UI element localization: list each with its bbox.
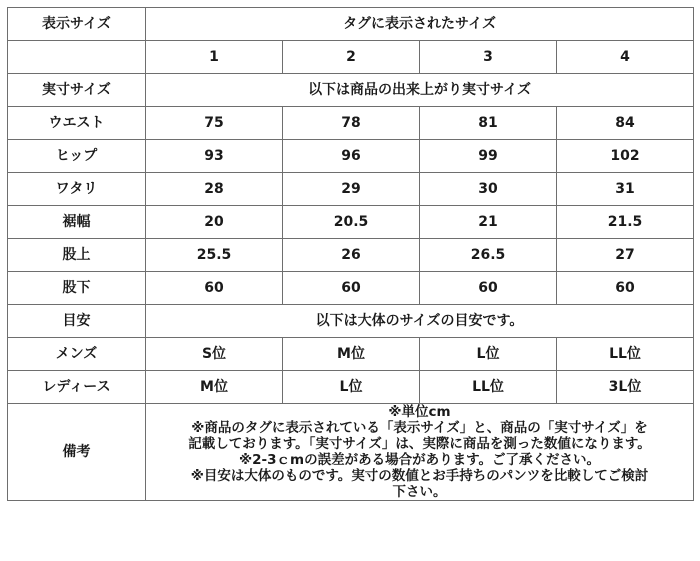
display-size-row <box>8 8 694 41</box>
guide-label: 目安 <box>8 305 146 338</box>
measurement-row-hip <box>8 140 694 173</box>
measurement-name: ウエスト <box>8 107 146 140</box>
measurement-value: 96 <box>283 140 420 173</box>
notes-label: 備考 <box>8 404 146 501</box>
measurement-value: 26.5 <box>420 239 557 272</box>
measurement-value: 75 <box>146 107 283 140</box>
measurement-name: 股上 <box>8 239 146 272</box>
measurement-name: ヒップ <box>8 140 146 173</box>
measurement-value: 28 <box>146 173 283 206</box>
measurement-value: 60 <box>283 272 420 305</box>
note-line: 記載しております。「実寸サイズ」は、実際に商品を測った数値になります。 <box>188 436 651 452</box>
guide-name: レディース <box>8 371 146 404</box>
measurement-value: 27 <box>557 239 694 272</box>
display-size-label: 表示サイズ <box>8 8 146 41</box>
measurement-row-rise <box>8 239 694 272</box>
measurement-value: 78 <box>283 107 420 140</box>
size-number: 1 <box>146 41 283 74</box>
actual-size-description: 以下は商品の出来上がり実寸サイズ <box>146 74 694 107</box>
measurement-value: 20 <box>146 206 283 239</box>
note-line: 下さい。 <box>392 484 447 500</box>
measurement-row-thigh <box>8 173 694 206</box>
guide-value: M位 <box>146 371 283 404</box>
measurement-value: 31 <box>557 173 694 206</box>
guide-value: S位 <box>146 338 283 371</box>
guide-value: LL位 <box>557 338 694 371</box>
size-number: 3 <box>420 41 557 74</box>
note-line: ※目安は大体のものです。実寸の数値とお手持ちのパンツを比較してご検討 <box>190 468 649 484</box>
note-line: ※2-3ｃmの誤差がある場合があります。ご了承ください。 <box>239 452 601 468</box>
size-number: 2 <box>283 41 420 74</box>
measurement-name: 裾幅 <box>8 206 146 239</box>
measurement-value: 21 <box>420 206 557 239</box>
note-line: ※単位cm <box>388 404 451 420</box>
guide-value: M位 <box>283 338 420 371</box>
actual-size-header-row <box>8 74 694 107</box>
guide-value: 3L位 <box>557 371 694 404</box>
measurement-value: 29 <box>283 173 420 206</box>
measurement-row-hem-width <box>8 206 694 239</box>
measurement-value: 30 <box>420 173 557 206</box>
guide-header-row <box>8 305 694 338</box>
measurement-value: 60 <box>146 272 283 305</box>
measurement-value: 93 <box>146 140 283 173</box>
measurement-row-waist <box>8 107 694 140</box>
measurement-row-inseam <box>8 272 694 305</box>
notes-content <box>146 404 694 501</box>
guide-name: メンズ <box>8 338 146 371</box>
size-table <box>7 7 694 501</box>
measurement-value: 60 <box>420 272 557 305</box>
guide-value: L位 <box>283 371 420 404</box>
measurement-value: 25.5 <box>146 239 283 272</box>
measurement-value: 81 <box>420 107 557 140</box>
measurement-name: ワタリ <box>8 173 146 206</box>
measurement-value: 21.5 <box>557 206 694 239</box>
size-number: 4 <box>557 41 694 74</box>
empty-cell <box>8 41 146 74</box>
measurement-value: 102 <box>557 140 694 173</box>
measurement-value: 20.5 <box>283 206 420 239</box>
size-chart <box>7 7 694 501</box>
guide-value: LL位 <box>420 371 557 404</box>
note-line: ※商品のタグに表示されている「表示サイズ」と、商品の「実寸サイズ」を <box>191 420 648 436</box>
guide-row-ladies <box>8 371 694 404</box>
tag-size-label: タグに表示されたサイズ <box>146 8 694 41</box>
guide-value: L位 <box>420 338 557 371</box>
measurement-name: 股下 <box>8 272 146 305</box>
notes-row <box>8 404 694 501</box>
measurement-value: 99 <box>420 140 557 173</box>
measurement-value: 60 <box>557 272 694 305</box>
measurement-value: 84 <box>557 107 694 140</box>
measurement-value: 26 <box>283 239 420 272</box>
guide-row-mens <box>8 338 694 371</box>
actual-size-label: 実寸サイズ <box>8 74 146 107</box>
size-number-row <box>8 41 694 74</box>
guide-description: 以下は大体のサイズの目安です。 <box>146 305 694 338</box>
